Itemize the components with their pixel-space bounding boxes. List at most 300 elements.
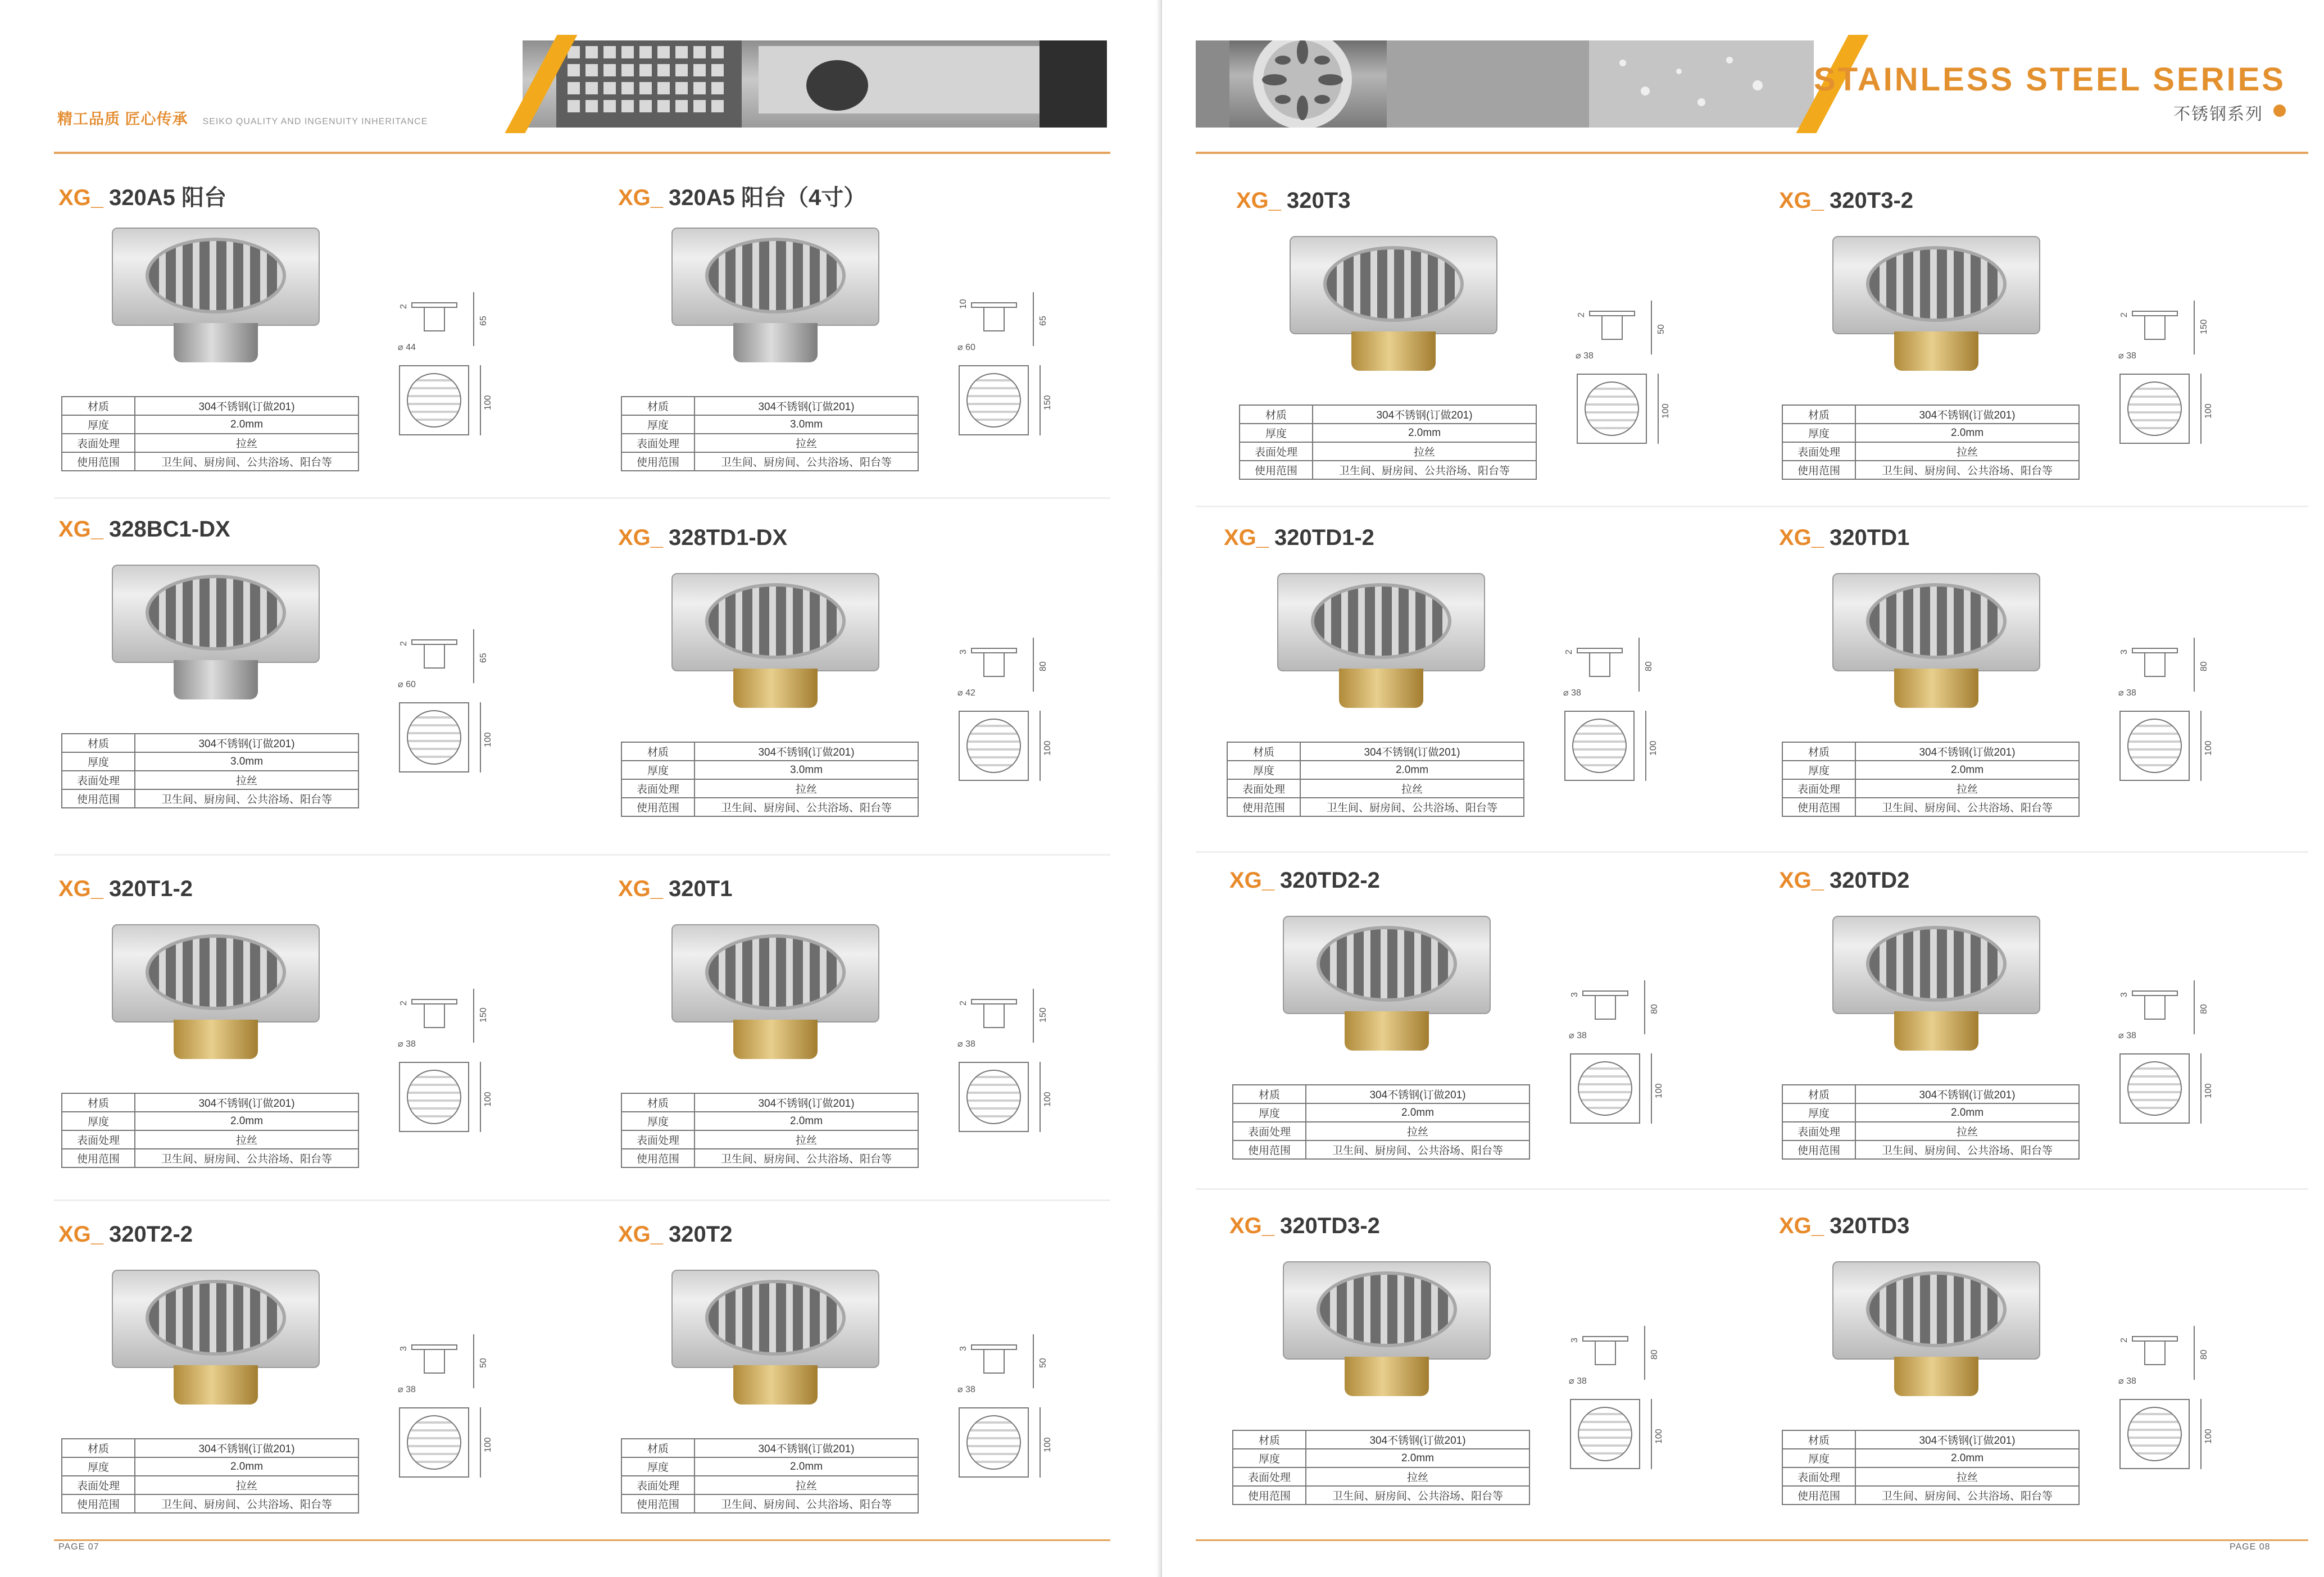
product-model: 320TD2-2 (1280, 868, 1380, 893)
product-model: 320A5 阳台（4寸） (669, 185, 866, 210)
dim-height: 50 (1656, 324, 1666, 334)
spec-value: 拉丝 (1855, 1122, 2079, 1140)
spec-value: 3.0mm (695, 415, 918, 434)
spec-row-usage (1782, 798, 2079, 816)
product-prefix: XG_ (618, 525, 664, 550)
spec-value: 卫生间、厨房间、公共浴场、阳台等 (1306, 1486, 1529, 1505)
dimension-line (1040, 1062, 1041, 1132)
header-photo-graphic (1196, 40, 1814, 128)
dim-plan: 100 (2204, 403, 2213, 419)
spec-label: 使用范围 (62, 789, 135, 808)
spec-label: 使用范围 (621, 452, 695, 471)
spec-value: 2.0mm (1313, 424, 1536, 442)
product-model: 320TD2 (1830, 868, 1910, 893)
drain-pipe (1345, 1011, 1429, 1051)
product-title (618, 180, 866, 212)
product-card (58, 180, 559, 494)
plan-grate-circle (407, 710, 461, 765)
dim-plan: 100 (483, 732, 493, 747)
spec-row-thickness (621, 761, 918, 779)
header-photo-graphic (523, 40, 1107, 128)
spec-value: 卫生间、厨房间、公共浴场、阳台等 (1855, 1486, 2079, 1505)
spec-value: 拉丝 (1306, 1122, 1529, 1140)
spec-label: 厚度 (1233, 1449, 1306, 1467)
dimension-line (2200, 1399, 2202, 1469)
spec-label: 使用范围 (62, 1149, 135, 1167)
dim-height: 80 (1650, 1004, 1659, 1014)
drain-grate (1866, 246, 2007, 322)
dim-diameter: ⌀ 38 (1576, 351, 1594, 361)
header-divider (1196, 152, 2308, 154)
spec-value: 拉丝 (1855, 779, 2079, 798)
dim-diameter: ⌀ 38 (2118, 351, 2136, 361)
dim-top: 2 (1564, 649, 1574, 655)
dim-diameter-value: 42 (965, 688, 975, 698)
plan-view-drawing (399, 702, 469, 772)
dim-diameter-value: 38 (2126, 688, 2136, 698)
spec-row-thickness (1782, 1449, 2079, 1467)
spec-value: 卫生间、厨房间、公共浴场、阳台等 (1313, 461, 1536, 479)
dim-height: 65 (479, 316, 488, 326)
spec-value: 2.0mm (135, 415, 358, 434)
dim-diameter: ⌀ 38 (957, 1385, 975, 1394)
dimension-line (1644, 1326, 1645, 1380)
plan-grate-circle (407, 1070, 461, 1124)
drawing-neck (424, 308, 445, 331)
dim-top: 2 (399, 1001, 408, 1006)
dim-top: 2 (399, 641, 408, 646)
plan-view-drawing (399, 1407, 469, 1478)
dim-height: 80 (2199, 1349, 2209, 1360)
drain-pipe (1894, 1011, 1978, 1051)
spec-row-thickness (1233, 1449, 1529, 1467)
spec-label: 表面处理 (1227, 779, 1300, 798)
spec-label: 材质 (621, 397, 695, 415)
product-title (618, 1222, 732, 1247)
product-photo (112, 1270, 320, 1405)
dimension-line (1651, 301, 1652, 355)
product-photo (112, 565, 320, 699)
spec-value: 304不锈钢(订做201) (1855, 1085, 2079, 1103)
spec-row-surface (621, 1130, 918, 1149)
dim-plan: 100 (483, 1437, 493, 1452)
drain-grate (1866, 583, 2007, 659)
bullet-dot-icon (2273, 104, 2286, 117)
dimension-line (1651, 1399, 1652, 1469)
dim-diameter-value: 38 (406, 1039, 416, 1049)
spec-row-surface (1233, 1122, 1529, 1140)
product-photo (671, 924, 879, 1059)
spec-value: 3.0mm (695, 761, 918, 779)
spec-row-thickness (621, 1457, 918, 1476)
spec-table (1782, 1084, 2080, 1160)
spec-row-material (62, 1439, 358, 1457)
drawing-neck (424, 1005, 445, 1028)
dim-top: 2 (959, 1001, 968, 1006)
spec-table (1782, 405, 2080, 480)
spec-label: 材质 (1782, 405, 1855, 424)
drain-grate (705, 1280, 846, 1356)
spec-row-material (1782, 1085, 2079, 1103)
drain-pipe (1894, 1357, 1978, 1396)
spec-label: 材质 (621, 1093, 695, 1112)
drain-pipe (1345, 1357, 1429, 1396)
spec-table (61, 1093, 359, 1168)
dim-diameter-value: 38 (406, 1385, 416, 1394)
product-card (1779, 1214, 2279, 1528)
product-model: 320T2 (669, 1222, 733, 1247)
spec-label: 表面处理 (621, 1130, 695, 1149)
side-view-drawing (955, 1334, 1048, 1396)
spec-value: 卫生间、厨房间、公共浴场、阳台等 (695, 1494, 918, 1513)
dim-height: 150 (1038, 1007, 1048, 1022)
drain-grate (146, 1280, 286, 1356)
drawing-neck (983, 308, 1005, 331)
product-card (1779, 868, 2279, 1183)
dim-diameter: ⌀ 38 (1569, 1376, 1587, 1386)
drawing-neck (424, 1350, 445, 1374)
footer-divider (1196, 1539, 2308, 1541)
side-view-drawing (396, 292, 488, 354)
spec-row-thickness (621, 1112, 918, 1130)
series-subtitle: 不锈钢系列 (2173, 105, 2263, 124)
product-card (1224, 525, 1724, 840)
dim-diameter: ⌀ 38 (2118, 1031, 2136, 1040)
product-title (618, 876, 732, 902)
spec-value: 拉丝 (135, 771, 358, 789)
spec-row-surface (1233, 1467, 1529, 1486)
dim-diameter: ⌀ 38 (2118, 688, 2136, 698)
product-card (618, 525, 1118, 840)
dimension-line (2200, 374, 2202, 444)
dim-height: 80 (1038, 661, 1048, 671)
spec-value: 304不锈钢(订做201) (695, 742, 918, 761)
dim-diameter-value: 38 (1577, 1376, 1587, 1386)
product-card (1229, 868, 1730, 1183)
spec-label: 表面处理 (1782, 1467, 1855, 1486)
tagline-chinese: 精工品质 匠心传承 (57, 111, 188, 128)
product-title (1779, 1214, 1909, 1239)
plan-grate-circle (407, 1415, 461, 1470)
tagline (57, 107, 428, 129)
plan-grate-circle (407, 373, 461, 428)
dim-diameter: ⌀ 42 (957, 688, 975, 698)
product-title (1229, 1214, 1380, 1239)
dim-height: 80 (1644, 661, 1654, 671)
dim-plan: 100 (1661, 403, 1671, 419)
dimension-line (480, 1062, 481, 1132)
dimension-line (1033, 1334, 1034, 1388)
spec-label: 表面处理 (621, 1476, 695, 1494)
dim-diameter-value: 38 (965, 1039, 975, 1049)
dimension-line (473, 292, 474, 346)
spec-label: 表面处理 (62, 1130, 135, 1149)
spec-row-surface (62, 434, 358, 452)
spec-row-thickness (62, 752, 358, 771)
spec-value: 304不锈钢(订做201) (135, 1093, 358, 1112)
product-model: 320A5 阳台 (109, 185, 227, 210)
spec-label: 厚度 (621, 1457, 695, 1476)
drain-grate (1866, 926, 2007, 1002)
dimension-line (1658, 374, 1659, 444)
side-view-drawing (2116, 1326, 2209, 1388)
product-photo (1290, 236, 1497, 371)
drawing-flange (2132, 1336, 2178, 1342)
spec-table (621, 396, 919, 471)
product-photo (112, 228, 320, 362)
product-prefix: XG_ (1224, 525, 1269, 550)
spec-value: 卫生间、厨房间、公共浴场、阳台等 (1300, 798, 1524, 816)
spec-row-surface (1227, 779, 1524, 798)
spec-row-material (1782, 405, 2079, 424)
drawing-neck (2144, 316, 2166, 340)
dim-diameter: ⌀ 60 (957, 343, 975, 352)
spec-label: 使用范围 (1233, 1140, 1306, 1159)
drain-grate (705, 583, 846, 659)
dim-diameter-value: 38 (2126, 1376, 2136, 1386)
spec-label: 表面处理 (62, 434, 135, 452)
spec-value: 304不锈钢(订做201) (1300, 742, 1524, 761)
side-view-drawing (1573, 301, 1666, 362)
spec-label: 材质 (62, 397, 135, 415)
spec-row-thickness (62, 1457, 358, 1476)
header-divider (54, 152, 1110, 154)
dim-plan: 100 (1654, 1429, 1664, 1444)
product-prefix: XG_ (1236, 188, 1282, 213)
plan-view-drawing (1577, 374, 1647, 444)
plan-view-drawing (2119, 374, 2190, 444)
spec-label: 使用范围 (1233, 1486, 1306, 1505)
dim-height: 80 (1650, 1349, 1659, 1360)
page-number: PAGE 08 (2230, 1542, 2271, 1552)
spec-row-material (62, 734, 358, 752)
plan-grate-circle (1578, 1061, 1632, 1116)
spec-row-usage (62, 789, 358, 808)
plan-grate-circle (2127, 381, 2182, 436)
spec-row-material (1227, 742, 1524, 761)
dimension-line (1033, 989, 1034, 1043)
spec-label: 表面处理 (621, 779, 695, 798)
spec-value: 卫生间、厨房间、公共浴场、阳台等 (135, 452, 358, 471)
spec-table (1782, 1430, 2080, 1505)
dim-top: 3 (399, 1346, 408, 1351)
product-title (1779, 188, 1913, 213)
dim-top: 3 (959, 1346, 968, 1351)
spec-row-thickness (621, 415, 918, 434)
plan-grate-circle (966, 1070, 1021, 1124)
drain-grate (705, 238, 846, 313)
spec-label: 使用范围 (621, 1494, 695, 1513)
plan-view-drawing (1570, 1399, 1640, 1469)
spec-label: 厚度 (1782, 1103, 1855, 1122)
product-model: 320T2-2 (109, 1222, 193, 1247)
spec-label: 材质 (1240, 405, 1313, 424)
dimension-line (1644, 980, 1645, 1034)
drawing-flange (1577, 648, 1623, 653)
drain-pipe (733, 669, 818, 708)
spec-label: 材质 (1227, 742, 1300, 761)
row-separator (54, 854, 1110, 856)
product-title (1236, 188, 1350, 213)
drawing-neck (424, 645, 445, 669)
spec-value: 卫生间、厨房间、公共浴场、阳台等 (1306, 1140, 1529, 1159)
spec-label: 材质 (621, 1439, 695, 1457)
side-view-drawing (396, 1334, 488, 1396)
drawing-flange (411, 639, 457, 645)
product-prefix: XG_ (1779, 188, 1824, 213)
product-card (58, 1222, 559, 1537)
drain-grate (1311, 583, 1451, 659)
side-view-drawing (2116, 301, 2209, 362)
dim-top: 2 (2119, 312, 2129, 317)
product-card (1779, 525, 2279, 840)
product-card (58, 517, 559, 831)
spec-value: 拉丝 (695, 1130, 918, 1149)
spec-row-material (1782, 1430, 2079, 1449)
dim-plan: 100 (1043, 740, 1052, 756)
drawing-neck (1589, 653, 1610, 677)
dimension-line (2194, 301, 2195, 355)
product-model: 320T3 (1287, 188, 1351, 213)
spec-table (621, 742, 919, 817)
product-title (58, 876, 193, 902)
drawing-neck (2144, 996, 2166, 1020)
spec-value: 卫生间、厨房间、公共浴场、阳台等 (695, 452, 918, 471)
product-title (1224, 525, 1374, 551)
dim-diameter: ⌀ 38 (2118, 1376, 2136, 1386)
spec-value: 卫生间、厨房间、公共浴场、阳台等 (135, 1494, 358, 1513)
side-view-drawing (396, 629, 488, 691)
product-card (58, 876, 559, 1191)
product-card (1236, 188, 1736, 503)
product-photo (671, 228, 879, 362)
spec-label: 材质 (62, 1439, 135, 1457)
dimension-line (1040, 1407, 1041, 1478)
spec-label: 材质 (1233, 1430, 1306, 1449)
dim-plan: 100 (2204, 1083, 2213, 1098)
spec-row-usage (1782, 1486, 2079, 1505)
spec-value: 2.0mm (1306, 1103, 1529, 1122)
spec-row-material (1233, 1430, 1529, 1449)
product-title (1229, 868, 1380, 893)
series-title: STAINLESS STEEL SERIES (1813, 61, 2286, 98)
dim-top: 3 (2119, 992, 2129, 997)
spec-value: 2.0mm (1855, 424, 2079, 442)
page-number: PAGE 07 (58, 1542, 99, 1552)
spec-table (621, 1438, 919, 1514)
dimension-line (473, 989, 474, 1043)
spec-row-material (1240, 405, 1536, 424)
spec-label: 使用范围 (621, 798, 695, 816)
spec-value: 2.0mm (695, 1457, 918, 1476)
spec-table (61, 396, 359, 471)
product-title (58, 180, 226, 212)
drain-grate (1317, 1271, 1457, 1347)
spec-row-thickness (1227, 761, 1524, 779)
side-view-drawing (1567, 980, 1659, 1042)
product-model: 320T3-2 (1830, 188, 1914, 213)
drawing-neck (2144, 1342, 2166, 1365)
product-model: 328BC1-DX (109, 517, 230, 542)
spec-row-surface (62, 771, 358, 789)
plan-grate-circle (2127, 1407, 2182, 1461)
drain-pipe (174, 1020, 258, 1059)
spec-value: 拉丝 (695, 1476, 918, 1494)
spec-value: 卫生间、厨房间、公共浴场、阳台等 (135, 789, 358, 808)
spec-label: 厚度 (62, 752, 135, 771)
spec-row-surface (1782, 442, 2079, 461)
dim-top: 3 (1570, 992, 1579, 997)
spec-row-surface (1782, 1122, 2079, 1140)
plan-grate-circle (1572, 719, 1627, 773)
dim-diameter: ⌀ 38 (398, 1039, 416, 1049)
spec-label: 厚度 (1227, 761, 1300, 779)
spec-row-material (62, 1093, 358, 1112)
spec-row-surface (62, 1476, 358, 1494)
drawing-neck (983, 1350, 1005, 1374)
dim-diameter: ⌀ 38 (957, 1039, 975, 1049)
spec-row-surface (621, 434, 918, 452)
plan-grate-circle (2127, 719, 2182, 773)
spec-value: 2.0mm (695, 1112, 918, 1130)
dimension-line (2194, 638, 2195, 692)
spec-row-usage (621, 1494, 918, 1513)
product-card (618, 1222, 1118, 1537)
drain-pipe (174, 1365, 258, 1405)
spec-value: 2.0mm (1855, 1449, 2079, 1467)
drawing-neck (983, 1005, 1005, 1028)
spec-value: 卫生间、厨房间、公共浴场、阳台等 (695, 798, 918, 816)
spec-value: 拉丝 (1313, 442, 1536, 461)
spec-row-usage (62, 1494, 358, 1513)
spec-row-surface (1782, 1467, 2079, 1486)
spec-value: 304不锈钢(订做201) (1306, 1430, 1529, 1449)
spec-value: 拉丝 (695, 434, 918, 452)
spec-label: 材质 (1782, 1430, 1855, 1449)
dim-diameter: ⌀ 38 (1569, 1031, 1587, 1040)
drawing-neck (1595, 1342, 1616, 1365)
dim-top: 3 (959, 649, 968, 655)
dim-diameter: ⌀ 38 (398, 1385, 416, 1394)
dimension-line (2200, 711, 2202, 781)
dimension-line (480, 365, 481, 435)
dim-diameter-value: 38 (1577, 1031, 1587, 1040)
spec-table (61, 733, 359, 808)
drain-grate (1866, 1271, 2007, 1347)
dim-diameter-value: 38 (965, 1385, 975, 1394)
spec-row-usage (621, 1149, 918, 1167)
drawing-flange (2132, 311, 2178, 316)
dim-height: 80 (2199, 1004, 2209, 1014)
spec-row-material (1233, 1085, 1529, 1103)
spec-label: 材质 (1233, 1085, 1306, 1103)
drain-grate (1317, 926, 1457, 1002)
spec-row-surface (1240, 442, 1536, 461)
spec-row-thickness (62, 415, 358, 434)
product-prefix: XG_ (1779, 868, 1824, 893)
spec-row-usage (621, 798, 918, 816)
drawing-flange (971, 302, 1017, 308)
side-view-drawing (955, 292, 1048, 354)
drain-pipe (174, 323, 258, 362)
dim-plan: 100 (2204, 1429, 2213, 1444)
plan-grate-circle (966, 719, 1021, 773)
dimension-line (473, 1334, 474, 1388)
footer-divider (54, 1539, 1110, 1541)
dimension-line (1040, 365, 1041, 435)
drawing-flange (411, 1344, 457, 1350)
spec-row-material (621, 1439, 918, 1457)
